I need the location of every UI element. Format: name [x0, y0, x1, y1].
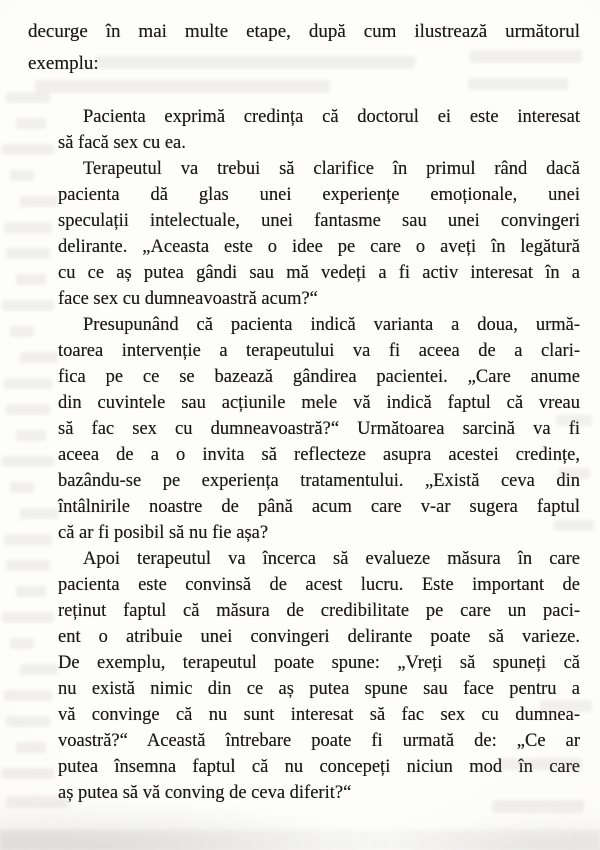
bleedthrough-mark — [6, 248, 50, 259]
bleedthrough-mark — [6, 716, 50, 727]
bleedthrough-mark — [20, 664, 58, 675]
text-line: exemplu: — [28, 53, 99, 74]
bleedthrough-mark — [2, 300, 54, 311]
text-line: fica pe ce se bazează gândirea pacientei. „Care anume — [58, 367, 580, 387]
bleedthrough-mark — [2, 144, 54, 155]
bleedthrough-mark — [4, 378, 52, 389]
bleedthrough-mark — [2, 612, 54, 623]
bleedthrough-mark — [10, 638, 34, 649]
bleedthrough-mark — [16, 742, 46, 753]
bleedthrough-mark — [20, 196, 58, 207]
bleedthrough-mark — [6, 560, 50, 571]
text-line: să facă sex cu ea. — [58, 133, 186, 153]
bleedthrough-mark — [4, 222, 52, 233]
text-line: pacienta dă glas unei experiențe emoționale, unei — [58, 185, 580, 205]
bleedthrough-mark — [35, 80, 330, 93]
text-line: Terapeutul va trebui să clarifice în primul rând dacă — [83, 159, 580, 179]
bleedthrough-mark — [16, 586, 46, 597]
bleedthrough-mark — [16, 430, 46, 441]
bleedthrough-mark — [16, 118, 46, 129]
text-line: ent o atribuie unei convingeri delirante poate să varieze. — [58, 627, 580, 647]
bleedthrough-mark — [10, 482, 34, 493]
text-line: Pacienta exprimă credința că doctorul ei este interesat — [83, 107, 580, 127]
text-line: nu există nimic din ce aș putea spune sau face pentru a — [58, 679, 580, 699]
text-line: să fac sex cu dumneavoastră?“ Următoarea sarcină va fi — [58, 419, 580, 439]
text-line: putea însemna faptul că nu concepeți niciun mod în care — [58, 757, 580, 777]
text-line: toarea intervenție a terapeutului va fi aceea de a clari- — [58, 341, 580, 361]
bleedthrough-mark — [4, 690, 52, 701]
text-line: aceea de a o invita să reflecteze asupra acestei credințe, — [58, 445, 580, 465]
text-line: De exemplu, terapeutul poate spune: „Vreți să spuneți că — [58, 653, 580, 673]
text-line: că ar fi posibil să nu fie așa? — [58, 523, 269, 543]
text-line: bazându-se pe experiența tratamentului. „Există ceva din — [58, 471, 580, 491]
text-line: face sex cu dumneavoastră acum?“ — [58, 289, 318, 309]
bleedthrough-mark — [16, 274, 46, 285]
example-dialogue-block — [58, 104, 580, 806]
bleedthrough-mark — [4, 534, 52, 545]
bleedthrough-mark — [20, 508, 58, 519]
text-line: din cuvintele sau acțiunile mele vă indică faptul că vreau — [58, 393, 580, 413]
text-line: speculații intelectuale, unei fantasme sau unei convingeri — [58, 211, 580, 231]
bleedthrough-mark — [6, 92, 50, 103]
bleedthrough-mark — [6, 404, 50, 415]
bleedthrough-mark — [20, 352, 58, 363]
text-line: Presupunând că pacienta indică varianta a doua, urmă- — [83, 315, 580, 335]
bleedthrough-mark — [2, 456, 54, 467]
text-line: cu ce aș putea gândi sau mă vedeți a fi activ interesat în a — [58, 263, 580, 283]
bleedthrough-mark — [10, 170, 34, 181]
text-line: delirante. „Aceasta este o idee pe care o aveți în legătură — [58, 237, 580, 257]
text-line: întâlnirile noastre de până acum care v-ar sugera faptul — [58, 497, 580, 517]
paragraph-intro — [28, 16, 580, 80]
bleedthrough-mark — [10, 326, 34, 337]
text-line: Apoi terapeutul va încerca să evalueze măsura în care — [83, 549, 580, 569]
scan-edge-smudge — [0, 830, 600, 850]
bleedthrough-mark — [2, 768, 54, 779]
text-line: pacienta este convinsă de acest lucru. Este important de — [58, 575, 580, 595]
text-line: vă convinge că nu sunt interesat să fac sex cu dumnea- — [58, 705, 580, 725]
text-line: aș putea să vă conving de ceva diferit?“ — [58, 783, 352, 803]
text-line: voastră?“ Această întrebare poate fi urmată de: „Ce ar — [58, 731, 580, 751]
text-line: decurge în mai multe etape, după cum ilustrează următorul — [28, 21, 580, 42]
text-line: reținut faptul că măsura de credibilitate pe care un paci- — [58, 601, 580, 621]
